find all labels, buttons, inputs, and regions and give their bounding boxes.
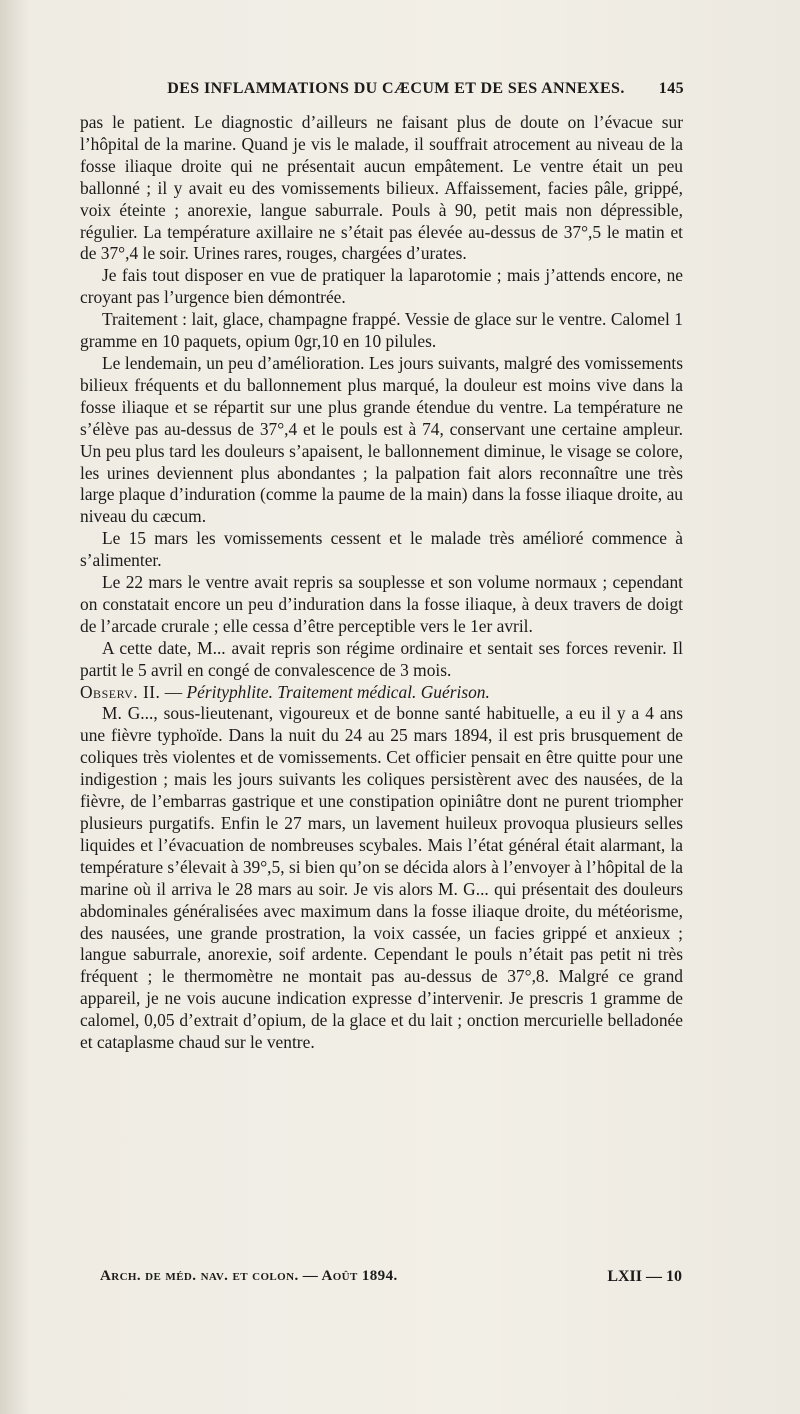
journal-citation: Arch. de méd. nav. et colon. — Août 1894. [100, 1268, 398, 1284]
paragraph: M. G..., sous-lieutenant, vigoureux et de bonne santé habituelle, a eu il y a 4 ans une fièvre typhoïde. Dans la nuit du 24 au 25 mars 1894, il est pris brusquement de coliques très violentes et de vomissements. Cet officier pensait en être quitte pour une indigestion ; mais les jours suivants les coliques persistèrent avec des nausées, de la fièvre, de l’embarras gastrique et une constipation opiniâtre dont ne purent triompher plusieurs purgatifs. Enfin le 27 mars, un lavement huileux provoqua plusieurs selles liquides et l’évacuation de nombreuses scybales. Mais l’état général était alarmant, la température s’élevait à 39°,5, si bien qu’on se décida alors à l’envoyer à l’hôpital de la marine où il arriva le 28 mars au soir. Je vis alors M. G... qui présentait des douleurs abdominales généralisées avec maximum dans la fosse iliaque droite, du météorisme, des nausées, une grande prostration, la voix cassée, un facies grippé et anxieux ; langue saburrale, anorexie, soif ardente. Cependant le pouls n’était pas petit ni très fréquent ; le thermomètre ne montait pas au-dessus de 37°,8. Malgré ce grand appareil, je ne vois aucune indication expresse d’intervenir. Je prescris 1 gramme de calomel, 0,05 d’extrait d’opium, de la glace et du lait ; onction mercurielle belladonée et cataplasme chaud sur le ventre. [80, 703, 683, 1053]
paragraph: pas le patient. Le diagnostic d’ailleurs ne faisant plus de doute on l’évacue sur l’hôpital de la marine. Quand je vis le malade, il souffrait atrocement au niveau de la fosse iliaque droite qui ne présentait aucun empâtement. Le ventre était un peu ballonné ; il y avait eu des vomissements bilieux. Affaissement, facies pâle, grippé, voix éteinte ; anorexie, langue saburrale. Pouls à 90, petit mais non dépressible, régulier. La température axillaire ne s’était pas élevée au-dessus de 37°,5 le matin et de 37°,4 le soir. Urines rares, rouges, chargées d’urates. [80, 112, 683, 264]
page-number: 145 [658, 80, 684, 97]
page-body [80, 112, 683, 1054]
header-title: DES INFLAMMATIONS DU CÆCUM ET DE SES ANNEXES. [167, 80, 625, 97]
observation-label: Observ. II. [80, 681, 161, 702]
observation-heading [80, 682, 683, 704]
volume-signature: LXII — 10 [607, 1268, 682, 1285]
observation-dash: — [160, 681, 187, 702]
paragraph: Je fais tout disposer en vue de pratiquer la laparotomie ; mais j’attends encore, ne croyant pas l’urgence bien démontrée. [80, 265, 683, 308]
paragraph: Le lendemain, un peu d’amélioration. Les jours suivants, malgré des vomissements bilieux fréquents et du ballonnement plus marqué, la douleur est moins vive dans la fosse iliaque et se répartit sur une plus grande étendue du ventre. La température ne s’élève pas au-dessus de 37°,4 et le pouls est à 74, conservant une certaine ampleur. Un peu plus tard les douleurs s’apaisent, le ballonnement diminue, le visage se colore, les urines deviennent plus abondantes ; la palpation fait alors reconnaître une très large plaque d’induration (comme la paume de la main) dans la fosse iliaque droite, au niveau du cæcum. [80, 352, 683, 527]
paragraph: Traitement : lait, glace, champagne frappé. Vessie de glace sur le ventre. Calomel 1 gramme en 10 paquets, opium 0gr,10 en 10 pilules. [80, 309, 683, 352]
paragraph: Le 15 mars les vomissements cessent et le malade très amélioré commence à s’alimenter. [80, 528, 683, 571]
paragraph: Le 22 mars le ventre avait repris sa souplesse et son volume normaux ; cependant on constatait encore un peu d’induration dans la fosse iliaque, à deux travers de doigt de l’arcade crurale ; elle cessa d’être perceptible vers le 1er avril. [80, 572, 683, 636]
running-header [110, 80, 682, 98]
observation-title: Pérityphlite. Traitement médical. Guérison. [186, 681, 490, 702]
paragraph: A cette date, M... avait repris son régime ordinaire et sentait ses forces revenir. Il partit le 5 avril en congé de convalescence de 3 mois. [80, 637, 683, 680]
